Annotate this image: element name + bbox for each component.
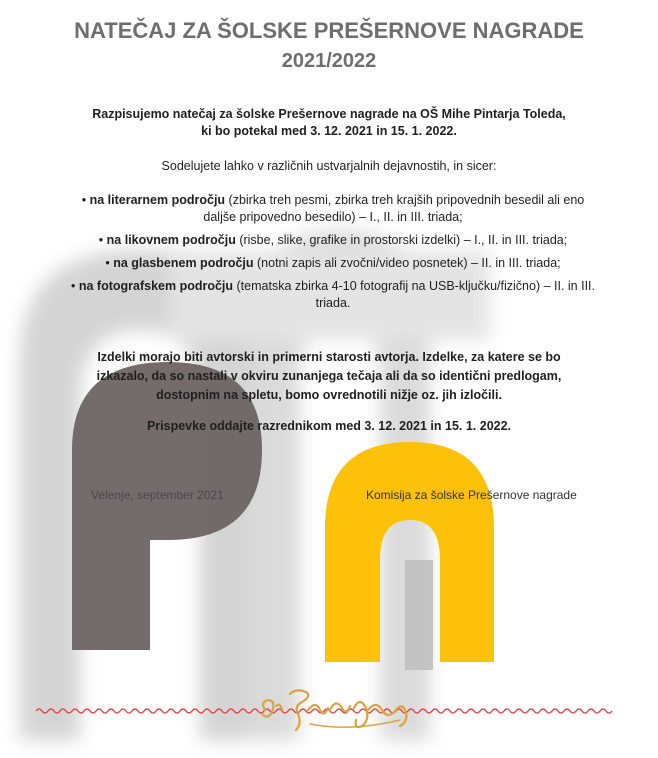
place-date: Velenje, september 2021 (91, 488, 224, 502)
bullet: • (70, 279, 76, 293)
bullet: • (81, 193, 87, 207)
list-item-category: na fotografskem področju (78, 279, 234, 293)
list-item (68, 192, 598, 226)
bullet: • (98, 233, 104, 247)
bullet: • (105, 256, 110, 270)
list-item (68, 232, 598, 249)
preseren-signature-image (250, 680, 420, 740)
submission-note: Prispevke oddajte razrednikom med 3. 12. 2021 in 15. 1. 2022. (146, 419, 512, 433)
list-item-details: (notni zapis ali zvočni/video posnetek) – II. in III. triada; (253, 256, 561, 270)
document-year: 2021/2022 (281, 50, 377, 72)
lead-paragraph: Sodelujete lahko v različnih ustvarjalnih dejavnostih, in sicer: (161, 159, 497, 173)
intro-paragraph (60, 106, 598, 140)
list-item (68, 255, 598, 272)
intro-line-2: ki bo potekal med 3. 12. 2021 in 15. 1. 2022. (201, 124, 457, 138)
list-item-details: (tematska zbirka 4-10 fotografij na USB-ključku/fizično) – II. in III. triada. (233, 279, 595, 310)
list-item-category: na likovnem področju (106, 233, 236, 247)
intro-line-1: Razpisujemo natečaj za šolske Prešernove nagrade na OŠ Mihe Pintarja Toleda, (92, 107, 566, 121)
category-list (68, 192, 598, 318)
document-title: NATEČAJ ZA ŠOLSKE PREŠERNOVE NAGRADE (74, 18, 584, 43)
list-item-category: na glasbenem področju (113, 256, 254, 270)
committee-signature: Komisija za šolske Prešernove nagrade (366, 488, 577, 502)
list-item-category: na literarnem področju (89, 193, 226, 207)
gray-stem (405, 560, 433, 670)
list-item (68, 278, 598, 312)
list-item-details: (zbirka treh pesmi, zbirka treh krajših pripovednih besedil ali eno daljše pripovedno besedilo) – I., II. in III. triada; (203, 193, 585, 224)
list-item-details: (risbe, slike, grafike in prostorski izdelki) – I., II. in III. triada; (235, 233, 568, 247)
rules-note: Izdelki morajo biti avtorski in primerni starosti avtorja. Izdelke, za katere se bo izkazalo, da so nastali v okviru zunanjega tečaja ali da so identični predlogam, dostopnim na spletu, bomo ovrednotili nižje oz. jih izločili. (96, 350, 562, 402)
